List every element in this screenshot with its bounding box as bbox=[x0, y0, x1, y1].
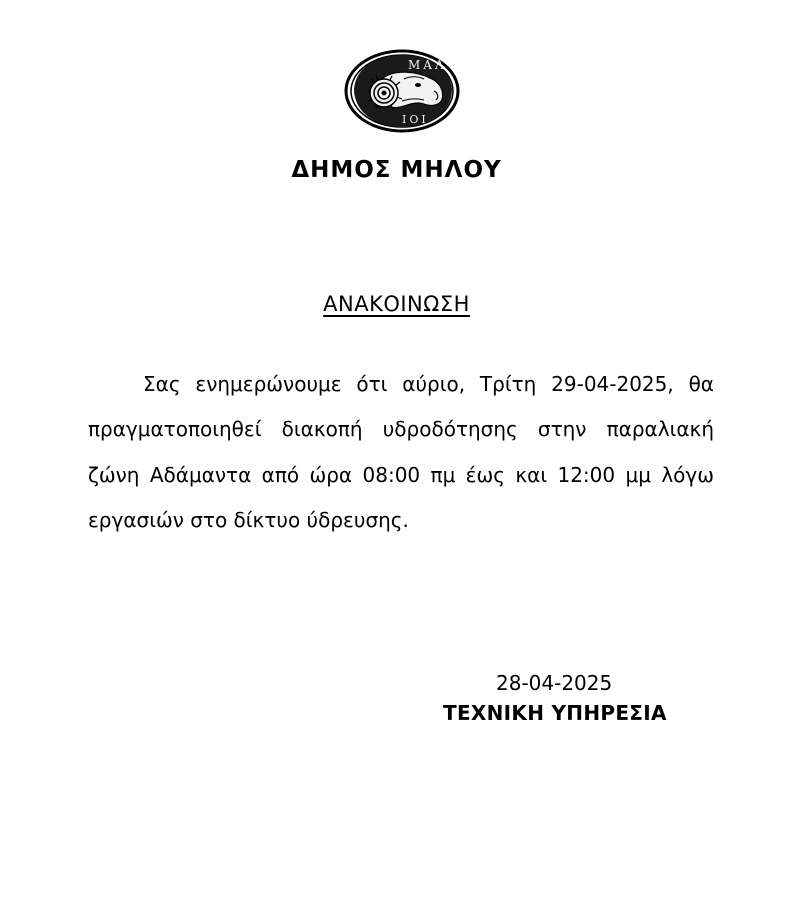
signature-date: 28-04-2025 bbox=[496, 671, 613, 695]
organization-title: ΔΗΜΟΣ ΜΗΛΟΥ bbox=[291, 157, 502, 183]
svg-text:ΙΟΙ: ΙΟΙ bbox=[402, 113, 429, 126]
ram-coin-seal-icon bbox=[344, 49, 462, 133]
announcement-heading: ΑΝΑΚΟΙΝΩΣΗ bbox=[323, 292, 470, 316]
signature-department: ΤΕΧΝΙΚΗ ΥΠΗΡΕΣΙΑ bbox=[443, 701, 667, 725]
svg-text:ΜΑΛ: ΜΑΛ bbox=[408, 58, 447, 72]
announcement-body: Σας ενημερώνουμε ότι αύριο, Τρίτη 29-04-2025, θα πραγματοποιηθεί διακοπή υδροδότησης στην παραλιακή ζώνη Αδάμαντα από ώρα 08:00 πμ έως και 12:00 μμ λόγω εργασιών στο δίκτυο ύδρευσης. bbox=[88, 372, 714, 533]
